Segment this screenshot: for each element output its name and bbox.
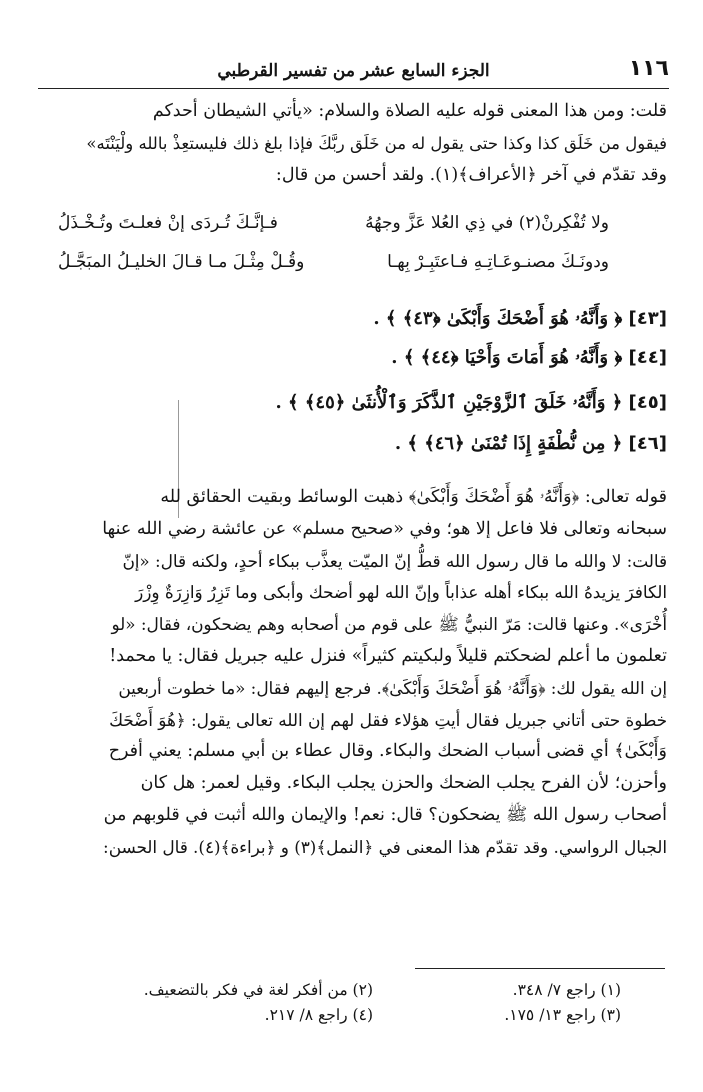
hemistich-first: ولا تُفْكِرنْ(٢) في ذِي العُلا عَزَّ وجهُهُ [365,213,609,233]
text-line: وأحزن؛ لأن الفرح يجلب الضحك والحزن يجلب البكاء. وقيل لعمر: هل كان [140,773,667,794]
verse-text: ﴿ مِن نُّطْفَةٍ إِذَا تُمْنَىٰ ﴿٤٦﴾ ﴾ . [394,433,623,454]
poem-line [38,213,667,247]
verse-number: [٤٦] [628,433,667,454]
footnote: (٢) من أفكر لغة في فكر بالتضعيف. [143,981,373,999]
text-line: وقد تقدّم في آخر ﴿الأعراف﴾(١). ولقد أحسن من قال: [275,164,667,185]
verse-text: ﴿ وَأَنَّهُۥ هُوَ أَضْحَكَ وَأَبْكَىٰ ﴿٤٣﴾ ﴾ . [373,308,623,329]
quran-verse [200,433,667,454]
page-header [38,56,669,86]
verse-text: ﴿ وَأَنَّهُۥ خَلَقَ ٱلزَّوْجَيْنِ ٱلذَّكَرَ وَٱلْأُنثَىٰ ﴿٤٥﴾ ﴾ . [275,392,623,413]
verse-number: [٤٤] [628,347,667,368]
text-line: وَأَبْكَىٰ﴾ أي قضى أسباب الضحك والبكاء. وقال عطاء بن أبي مسلم: يعني أفرح [108,741,667,762]
hemistich-second: وقُـلْ مِثْـلَ مـا قـالَ الخليـلُ المبَجَّـلُ [58,252,305,272]
running-title: الجزء السابع عشر من تفسير القرطبي [217,61,490,81]
quran-verse [200,392,667,413]
text-line: أُخْرَى». وعنها قالت: مَرّ النبيُّ ﷺ على قوم من أصحابه وهم يضحكون، فقال: «لو [111,614,667,635]
text-line: خطوة حتى أتاني جبريل فقال أيتِ هؤلاء فقل لهم إن الله تعالى يقول: ﴿هُوَ أَضْحَكَ [109,709,667,730]
text-line: تعلمون ما أعلم لضحكتم قليلاً ولبكيتم كثيراً» فنزل عليه جبريل فقال: يا محمد! [109,645,667,666]
text-line: الجبال الرواسي. وقد تقدّم هذا المعنى في ﴿النمل﴾(٣) و ﴿براءة﴾(٤). قال الحسن: [103,836,667,857]
hemistich-second: فـإنَّـكَ تُـردَى إنْ فعلـتَ وتُـخْـذَلُ [58,213,278,233]
text-line: الكافرَ يزيدهُ الله ببكاء أهله عذاباً وإنّ الله لهو أضحك وأبكى وما تَزِرُ وَازِرَةٌ وِزْرَ [135,582,667,603]
footnote: (٣) راجع ١٣/ ١٧٥. [504,1006,621,1024]
commentary-paragraph [38,482,667,864]
verse-number: [٤٥] [628,392,667,413]
text-line: قلت: ومن هذا المعنى قوله عليه الصلاة والسلام: «يأتي الشيطان أحدكم [152,101,667,121]
quran-verse [200,347,667,368]
verse-text: ﴿ وَأَنَّهُۥ هُوَ أَمَاتَ وَأَحْيَا ﴿٤٤﴾ ﴾ . [391,347,623,368]
text-line: فيقول من خَلَق كذا وكذا حتى يقول له من خَلَق ربَّكَ فإذا بلغ ذلك فليستعِذْ بالله ولْيَنْتَه» [86,133,667,153]
intro-paragraph [38,96,667,191]
text-line: إن الله يقول لك: ﴿وَأَنَّهُۥ هُوَ أَضْحَكَ وَأَبْكَىٰ﴾. فرجع إليهم فقال: «ما خطوت أربعين [118,677,667,698]
footnote: (١) راجع ٧/ ٣٤٨. [512,981,621,999]
text-line: أصحاب رسول الله ﷺ يضحكون؟ قال: نعم! والإيمان والله أثبت في قلوبهم من [103,804,667,825]
text-line: سبحانه وتعالى فلا فاعل إلا هو؛ وفي «صحيح مسلم» عن عائشة رضي الله عنها [102,518,667,539]
verse-number: [٤٣] [628,308,667,329]
footnote-rule [415,968,665,969]
quran-verse [200,308,667,329]
header-rule [38,88,669,89]
text-line: قالت: لا والله ما قال رسول الله قطُّ إنّ الميّت يعذَّب ببكاء أحدٍ، ولكنه قال: «إنّ [122,550,667,571]
text-line: قوله تعالى: ﴿وَأَنَّهُۥ هُوَ أَضْحَكَ وَأَبْكَىٰ﴾ ذهبت الوسائط وبقيت الحقائق لله [160,487,667,507]
poem-line [38,252,667,286]
footnote: (٤) راجع ٨/ ٢١٧. [264,1006,373,1024]
hemistich-first: ودونَـكَ مصنـوعَـاتِـهِ فـاعتَبِـرْ بِهـا [387,252,609,272]
page-number: ١١٦ [628,56,669,81]
